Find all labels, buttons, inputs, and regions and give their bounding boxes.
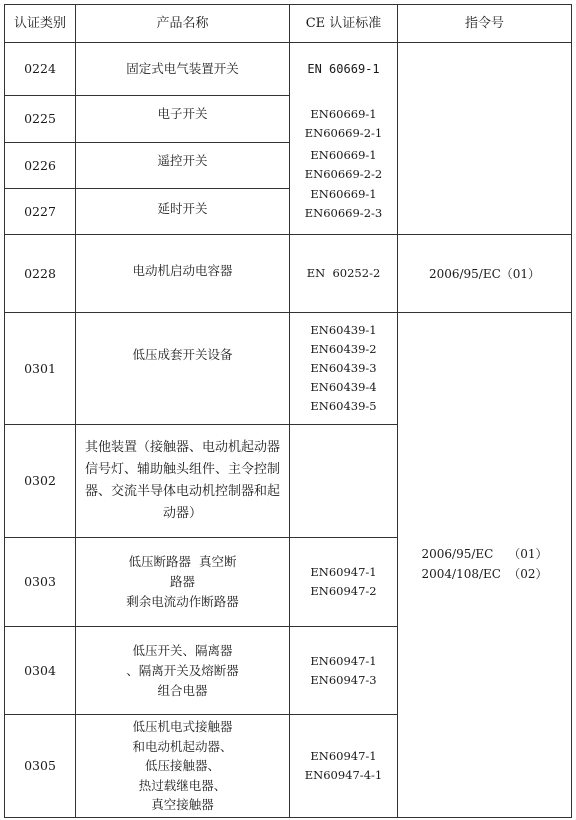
product-name-line: 低压机电式接触器 — [132, 719, 233, 735]
standard-line: EN60947-1 — [310, 653, 377, 668]
standard-line: EN60669-2-3 — [304, 206, 383, 220]
standard-line: EN60439-1 — [310, 323, 377, 337]
product-name — [76, 235, 289, 312]
directive-suffix: （01） — [500, 266, 541, 281]
standard-line: EN60669-1 — [310, 148, 377, 162]
ce-standard — [290, 43, 397, 95]
standard-line: EN60669-1 — [310, 107, 377, 121]
product-name-line: 其他装置（接触器、电动机起动器 — [84, 440, 280, 455]
header-directive: 指令号 — [464, 15, 504, 31]
product-name-line: 热过载继电器、 — [138, 777, 227, 793]
header-category: 认证类别 — [13, 15, 66, 31]
product-name — [76, 43, 289, 95]
standard-line: EN60947-3 — [310, 672, 377, 687]
row-code: 0224 — [24, 61, 56, 76]
row-code: 0225 — [24, 111, 56, 126]
directive-number: 2006/95/EC — [421, 547, 494, 561]
header-product: 产品名称 — [156, 15, 209, 31]
row-code: 0226 — [24, 157, 56, 173]
row-code: 0301 — [24, 360, 56, 376]
standard-line: EN60439-3 — [310, 361, 377, 375]
ce-standard — [290, 313, 397, 424]
standard-line: EN60947-1 — [310, 749, 377, 763]
directive-line — [422, 564, 548, 584]
product-name-line: 遥控开关 — [157, 153, 208, 168]
product-name-line: 低压成套开关设备 — [132, 347, 233, 362]
product-name-line: 固定式电气装置开关 — [126, 61, 239, 76]
product-name — [76, 538, 289, 626]
standard-line: EN60669-1 — [310, 187, 377, 201]
standard-line: EN60947-4-1 — [304, 768, 383, 782]
standard-line: EN 60669-1 — [307, 61, 380, 76]
row-code: 0227 — [24, 203, 56, 219]
directive-line — [429, 264, 540, 284]
product-name-line: 路器 — [169, 574, 195, 589]
directive-number: 2006/95/EC — [428, 266, 501, 281]
directive-line — [422, 544, 548, 564]
standard-line: EN60439-4 — [310, 380, 377, 394]
product-name — [76, 143, 289, 188]
row-code: 0305 — [24, 758, 56, 773]
standard-line: EN60947-2 — [310, 584, 377, 598]
directive-suffix: （02） — [508, 567, 548, 581]
standard-line: EN60439-5 — [310, 399, 377, 413]
header-standard: CE 认证标准 — [305, 15, 382, 31]
product-name-line: 延时开关 — [157, 201, 208, 216]
directive-cell — [398, 235, 571, 312]
row-code: 0304 — [24, 662, 56, 678]
product-name-line: 组合电器 — [157, 682, 208, 698]
row-code: 0303 — [24, 574, 56, 589]
ce-standard — [290, 235, 397, 312]
ce-standard — [290, 145, 397, 185]
product-name-line: 低压接触器、 — [144, 758, 220, 774]
standard-line: EN60439-2 — [310, 342, 377, 356]
product-name-line: 和电动机起动器、 — [132, 738, 233, 754]
product-name-line: 器、交流半导体电动机控制器和起 — [84, 484, 280, 499]
ce-standard — [290, 104, 397, 144]
product-name-line: 低压开关、隔离器 — [132, 642, 233, 658]
standard-line: EN60669-2-2 — [304, 167, 383, 181]
product-name-line: 、隔离开关及熔断器 — [126, 662, 239, 678]
ce-standard — [290, 627, 397, 714]
product-name-line: 电子开关 — [157, 106, 208, 121]
directive-cell — [398, 542, 571, 586]
product-name-line: 电动机启动电容器 — [132, 263, 233, 278]
product-name-line: 真空接触器 — [151, 797, 214, 813]
product-name-line: 低压断路器 真空断 — [128, 554, 237, 569]
product-name — [76, 715, 289, 817]
product-name — [76, 189, 289, 234]
product-name-line: 动器） — [162, 506, 202, 521]
directive-number: 2004/108/EC — [421, 567, 501, 581]
directive-suffix: （01） — [508, 547, 548, 561]
standard-line: EN60669-2-1 — [304, 126, 383, 140]
product-name — [76, 96, 289, 142]
standard-line: EN60947-1 — [310, 565, 377, 579]
product-name — [76, 425, 289, 537]
product-name-line: 信号灯、辅助触头组件、主令控制 — [84, 462, 280, 477]
ce-standard — [290, 715, 397, 817]
ce-standard — [290, 538, 397, 626]
standard-line: EN 60252-2 — [306, 266, 381, 280]
row-code: 0228 — [24, 265, 56, 281]
product-name-line: 剩余电流动作断路器 — [126, 594, 239, 609]
product-name — [76, 313, 289, 424]
ce-standard — [290, 184, 397, 224]
row-code: 0302 — [24, 473, 56, 488]
product-name — [76, 627, 289, 714]
